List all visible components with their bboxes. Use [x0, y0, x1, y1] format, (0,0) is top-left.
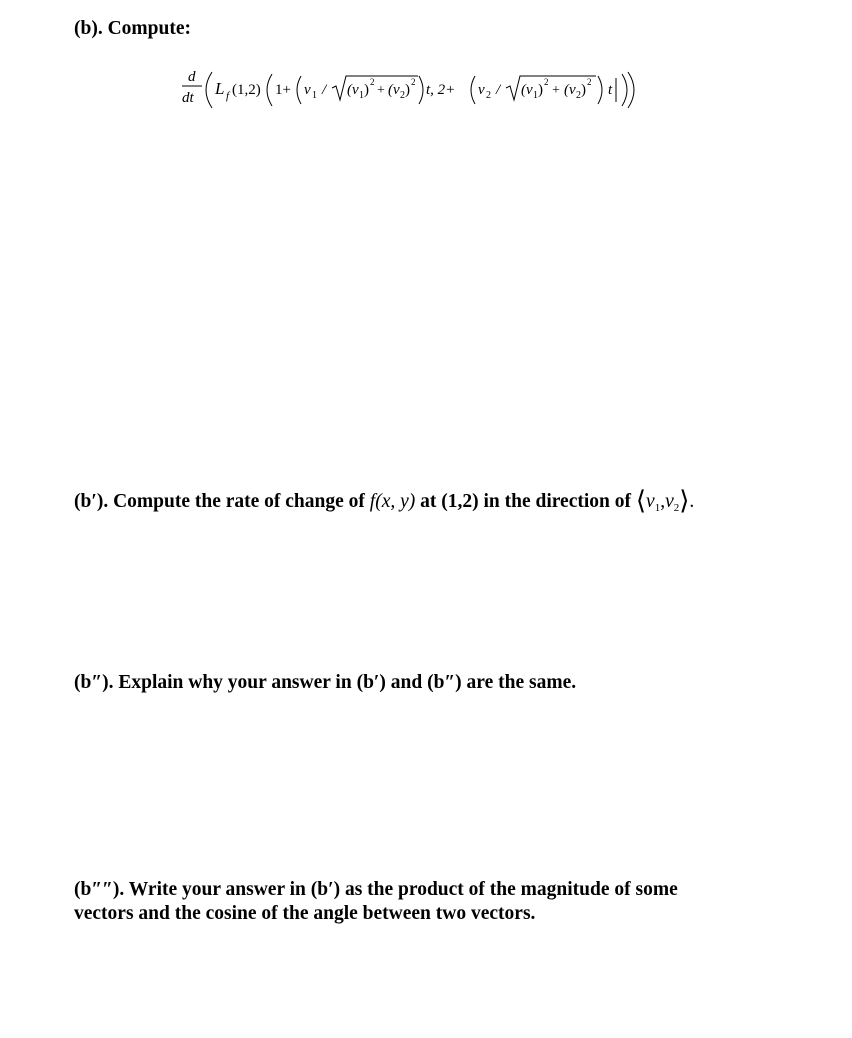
sq1-v2-close: ): [405, 82, 410, 98]
vector-v1: $v_1,v_2$: [646, 491, 680, 514]
right-angle-bracket: ⟩: [679, 486, 690, 515]
sq2-v2-close: ): [581, 82, 586, 98]
sq2-v1-close: ): [538, 82, 543, 98]
one-plus-text: 1+: [275, 82, 291, 98]
slash-2: /: [496, 82, 501, 98]
left-angle-bracket: ⟨: [635, 486, 647, 515]
sq1-v2: (v: [388, 82, 400, 98]
point-text: (1,2): [232, 82, 261, 98]
sq1-v1-close: ): [364, 82, 369, 98]
t-final: t: [608, 82, 613, 98]
function-fxy: f(x, y): [369, 491, 416, 512]
sq2-v2: (v: [564, 82, 576, 98]
part-b-quad-prime-line2: vectors and the cosine of the angle between two vectors.: [74, 903, 536, 924]
v1-subscript: 1: [312, 90, 317, 101]
sq1-v2-sub: 2: [400, 90, 405, 101]
part-b-prime-text: (b′). Compute the rate of change of: [74, 491, 365, 512]
part-b-quad-prime-question: [74, 878, 678, 926]
deriv-numerator: d: [188, 69, 196, 85]
sq1-v1-sub: 1: [359, 90, 364, 101]
sq2-v1: (v: [521, 82, 533, 98]
outer-right-paren: [628, 72, 634, 108]
L-symbol: L: [215, 79, 225, 98]
part-b-double-prime-question: (b″). Explain why your answer in (b′) and (b″) are the same.: [74, 672, 577, 693]
sq2-v2-exp: 2: [587, 77, 592, 87]
sq1-v2-exp: 2: [411, 77, 416, 87]
slash-1: /: [322, 82, 327, 98]
v2-text: v: [478, 82, 485, 98]
sq2-v1-exp: 2: [544, 77, 549, 87]
period: .: [689, 491, 695, 512]
comp2-right-paren: [598, 76, 602, 104]
second-right-paren: [622, 74, 627, 106]
part-b-label: (b). Compute:: [74, 18, 191, 39]
directional-derivative-formula: [170, 64, 670, 116]
part-b-prime-question: [74, 487, 694, 520]
comp1-left-paren: [297, 76, 301, 104]
part-b-prime-at: at (1,2) in the direction of: [420, 491, 631, 512]
part-b-quad-prime-line1: (b″″). Write your answer in (b′) as the product of the magnitude of some: [74, 879, 678, 900]
v2-subscript: 2: [486, 90, 491, 101]
outer-left-paren: [206, 72, 212, 108]
v1-text: v: [304, 82, 311, 98]
deriv-denominator: dt: [182, 90, 194, 106]
comp2-left-paren: [471, 76, 475, 104]
sq1-v1-exp: 2: [370, 77, 375, 87]
sq1-plus: +: [377, 83, 385, 98]
comp1-right-paren: [419, 76, 423, 104]
sq2-v2-sub: 2: [576, 90, 581, 101]
L-subscript: f: [226, 90, 230, 102]
t-comma-two-plus: t, 2+: [426, 82, 456, 98]
sq1-v1: (v: [347, 82, 359, 98]
sq2-plus: +: [552, 83, 560, 98]
second-left-paren: [267, 74, 272, 106]
sq2-v1-sub: 1: [533, 90, 538, 101]
